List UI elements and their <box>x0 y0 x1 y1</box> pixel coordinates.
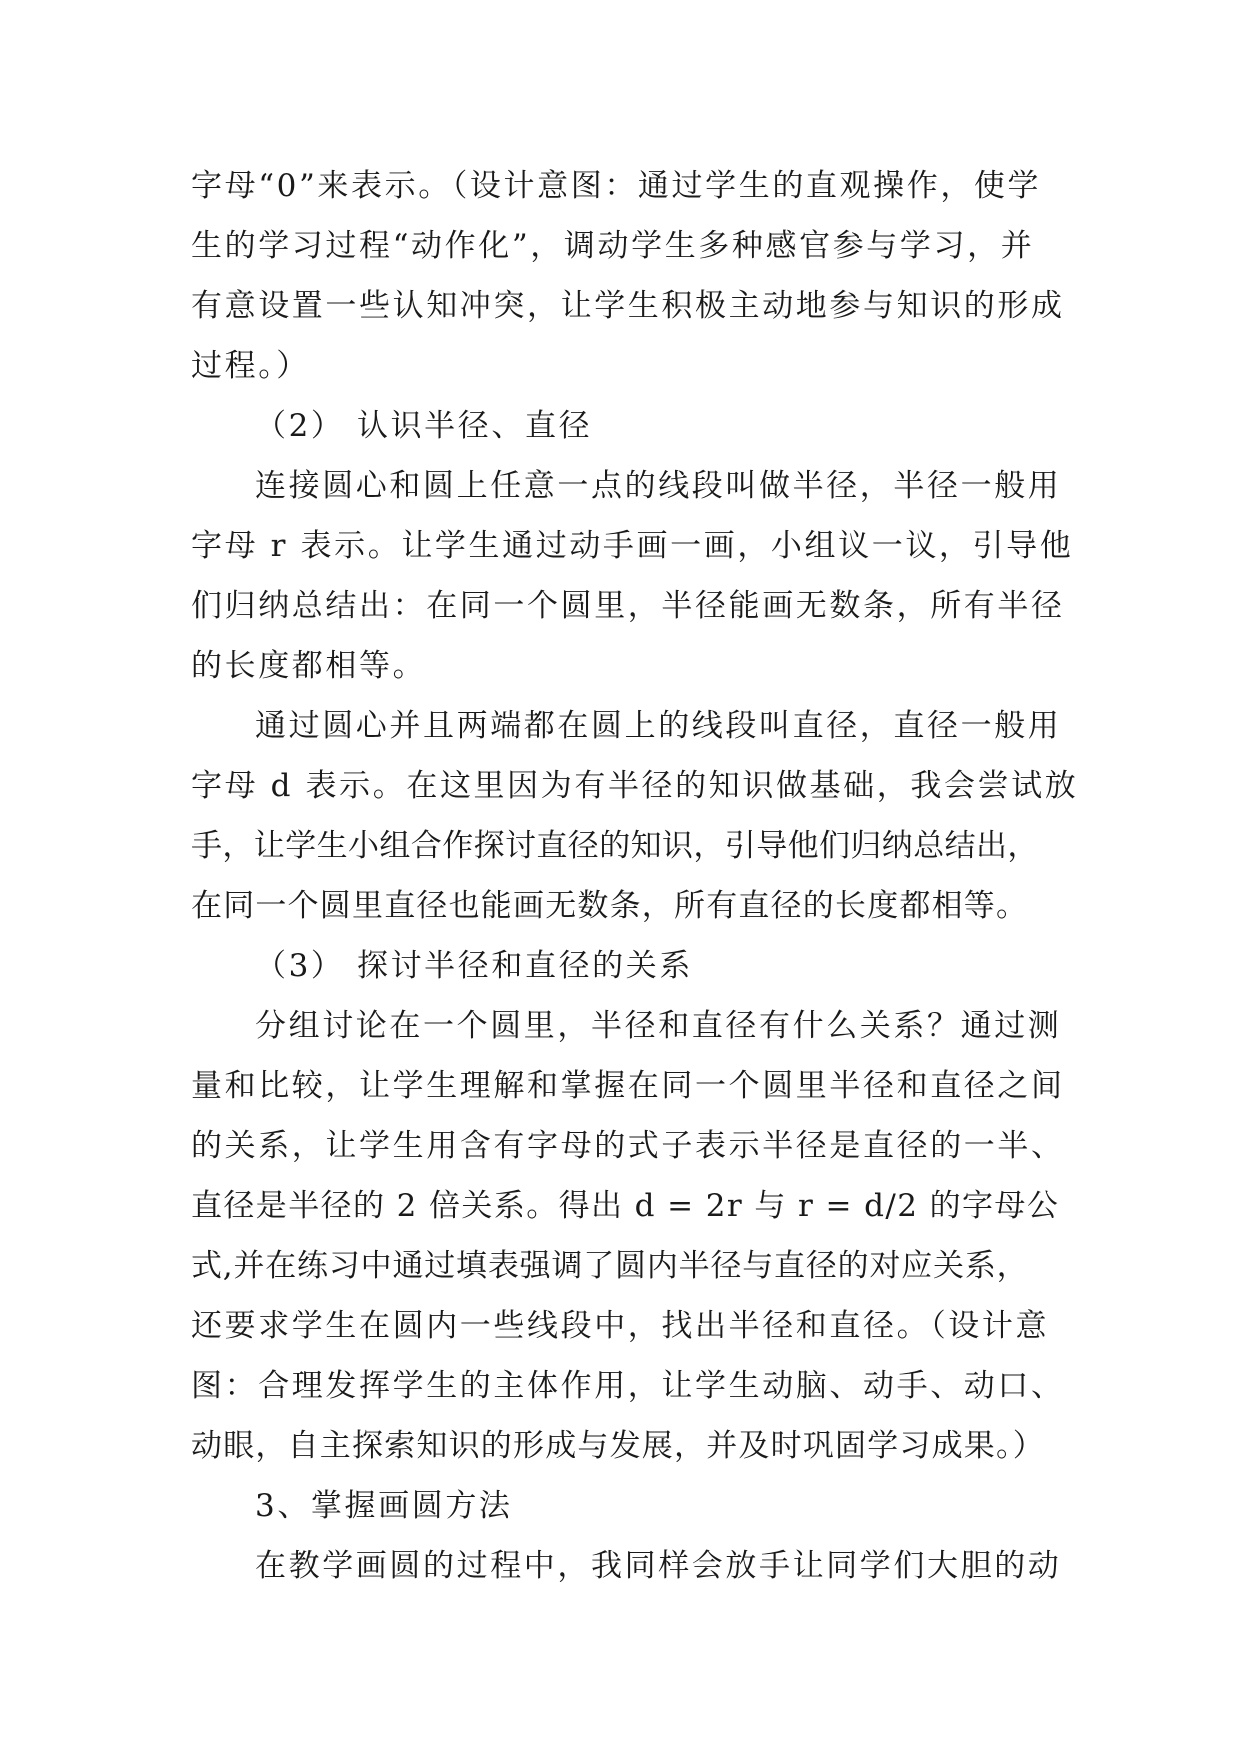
paragraph-line: 字母 r 表示。让学生通过动手画一画，小组议一议，引导他 <box>191 528 1074 564</box>
paragraph-line: 分组讨论在一个圆里，半径和直径有什么关系？通过测 <box>255 1008 1062 1044</box>
paragraph-line: 式,并在练习中通过填表强调了圆内半径与直径的对应关系， <box>191 1248 1029 1284</box>
paragraph-line: 的关系，让学生用含有字母的式子表示半径是直径的一半、 <box>191 1128 1065 1164</box>
paragraph-line: 还要求学生在圆内一些线段中，找出半径和直径。（设计意 <box>191 1308 1050 1344</box>
paragraph-line: 动眼，自主探索知识的形成与发展，并及时巩固学习成果。） <box>191 1428 1045 1464</box>
paragraph-line: 生的学习过程“动作化”，调动学生多种感官参与学习，并 <box>191 228 1035 264</box>
paragraph-line: 字母“0”来表示。（设计意图：通过学生的直观操作，使学 <box>191 168 1042 204</box>
section-heading: （3） 探讨半径和直径的关系 <box>255 948 693 984</box>
paragraph-line: 图：合理发挥学生的主体作用，让学生动脑、动手、动口、 <box>191 1368 1065 1404</box>
section-heading: 3、掌握画圆方法 <box>255 1488 513 1524</box>
paragraph-line: 通过圆心并且两端都在圆上的线段叫直径，直径一般用 <box>255 708 1062 744</box>
paragraph-line: 手，让学生小组合作探讨直径的知识，引导他们归纳总结出， <box>191 828 1039 864</box>
paragraph-line: 字母 d 表示。在这里因为有半径的知识做基础，我会尝试放 <box>191 768 1079 804</box>
paragraph-line: 有意设置一些认知冲突，让学生积极主动地参与知识的形成 <box>191 288 1065 324</box>
paragraph-line: 的长度都相等。 <box>191 648 427 684</box>
section-heading: （2） 认识半径、直径 <box>255 408 593 444</box>
paragraph-line: 在教学画圆的过程中，我同样会放手让同学们大胆的动 <box>255 1548 1062 1584</box>
paragraph-line: 量和比较，让学生理解和掌握在同一个圆里半径和直径之间 <box>191 1068 1065 1104</box>
paragraph-line: 过程。） <box>191 348 310 384</box>
paragraph-line: 们归纳总结出：在同一个圆里，半径能画无数条，所有半径 <box>191 588 1065 624</box>
paragraph-line: 在同一个圆里直径也能画无数条，所有直径的长度都相等。 <box>191 888 1029 924</box>
paragraph-line: 直径是半径的 2 倍关系。得出 d = 2r 与 r = d/2 的字母公 <box>191 1188 1060 1224</box>
paragraph-line: 连接圆心和圆上任意一点的线段叫做半径，半径一般用 <box>255 468 1062 504</box>
